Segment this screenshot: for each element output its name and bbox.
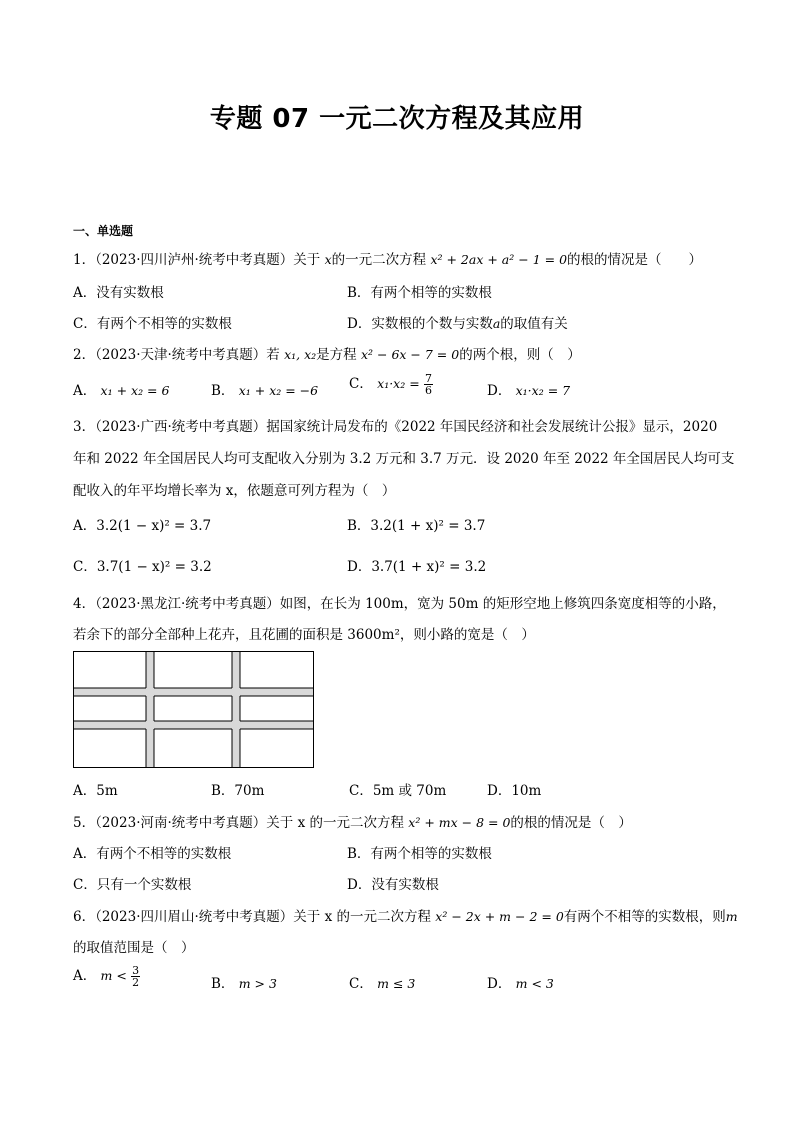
q6-option-b (211, 972, 277, 992)
q2-vars: x₁, x₂ (284, 347, 317, 362)
horizontal-path-1 (74, 688, 313, 696)
q5-text2: 的根的情况是（ ） (510, 815, 632, 831)
q6-option-c-expr: m ≤ 3 (377, 976, 416, 991)
q1-text2: 的根的情况是（ ） (567, 252, 703, 268)
q6-option-d-letter: D． (487, 976, 512, 992)
question-4-line-2: 若余下的部分全部种上花卉，且花圃的面积是 3600m²，则小路的宽是（ ） (73, 627, 535, 643)
q2-option-d-expr: x₁·x₂ = 7 (515, 383, 571, 398)
q5-option-a: A．有两个不相等的实数根 (73, 846, 232, 862)
q2-text1: 是方程 (316, 347, 357, 363)
q1-var: x (324, 252, 332, 267)
horizontal-path-2 (74, 721, 313, 729)
q2-number: 2． (73, 347, 96, 363)
q1-option-d (347, 312, 568, 332)
q2-option-a-letter: A． (73, 383, 97, 399)
vertical-path-1 (146, 652, 154, 767)
q6-a-numerator: 3 (132, 964, 140, 977)
q1-equation: x² + 2ax + a² − 1 = 0 (430, 252, 568, 267)
q2-option-c-fraction (424, 373, 433, 396)
q5-number: 5． (73, 815, 96, 831)
q6-source: （2023·四川眉山·统考中考真题）关于 x 的一元二次方程 (95, 909, 431, 925)
q5-option-d: D．没有实数根 (347, 877, 439, 893)
q1-option-d-text1: D．实数根的个数与实数 (347, 316, 493, 332)
q2-option-b-expr: x₁ + x₂ = −6 (238, 383, 319, 398)
q4-option-d: D．10m (487, 783, 542, 799)
q2-option-d-letter: D． (487, 383, 512, 399)
q6-var: m (725, 909, 738, 924)
question-3-line-2: 年和 2022 年全国居民人均可支配收入分别为 3.2 万元和 3.7 万元．设 2020 年至 2022 年全国居民人均可支 (73, 451, 735, 467)
q6-option-b-letter: B． (211, 976, 235, 992)
question-2-stem (73, 343, 581, 363)
q4-option-a: A．5m (73, 783, 118, 799)
q1-text1: 的一元二次方程 (331, 252, 427, 268)
q2-c-denominator: 6 (424, 384, 432, 397)
question-1-stem (73, 248, 702, 268)
q5-option-c: C．只有一个实数根 (73, 877, 192, 893)
q4-option-c: C．5m 或 70m (349, 783, 447, 799)
q1-source: （2023·四川泸州·统考中考真题）关于 (95, 252, 321, 268)
question-6-line-2: 的取值范围是（ ） (73, 940, 195, 956)
q2-option-d (487, 379, 570, 399)
q1-option-d-var: a (492, 316, 501, 331)
q6-number: 6． (73, 909, 96, 925)
question-6-stem (73, 905, 738, 925)
q6-a-denominator: 2 (132, 976, 140, 989)
q2-option-b-letter: B． (211, 383, 235, 399)
q2-text2: 的两个根，则（ ） (459, 347, 581, 363)
section-heading: 一、单选题 (73, 224, 134, 238)
question-5-stem (73, 811, 632, 831)
q2-c-numerator: 7 (424, 372, 432, 385)
q6-option-d-expr: m < 3 (515, 976, 554, 991)
question-4-line-1: 4．（2023·黑龙江·统考中考真题）如图，在长为 100m，宽为 50m 的矩形空地上修筑四条宽度相等的小路， (73, 596, 726, 612)
outer-rectangle (74, 652, 314, 768)
q6-option-a-expr: m < (100, 968, 127, 983)
q3-option-a: A．3.2(1 − x)² = 3.7 (73, 518, 212, 534)
q5-equation: x² + mx − 8 = 0 (408, 815, 511, 830)
q1-number: 1． (73, 252, 96, 268)
q2-equation: x² − 6x − 7 = 0 (360, 347, 460, 362)
vertical-path-2 (232, 652, 240, 767)
page-title: 专题 07 一元二次方程及其应用 (209, 104, 585, 134)
q5-source: （2023·河南·统考中考真题）关于 x 的一元二次方程 (95, 815, 404, 831)
q6-option-a-fraction (131, 965, 140, 988)
q2-option-c-expr: x₁·x₂ = (377, 376, 420, 391)
q6-option-b-expr: m > 3 (238, 976, 277, 991)
q6-option-c (349, 972, 415, 992)
q2-option-b (211, 379, 318, 399)
q6-option-d (487, 972, 554, 992)
q6-text2: 有两个不相等的实数根，则 (563, 909, 726, 925)
q2-option-c-letter: C． (349, 376, 373, 392)
q4-option-b: B．70m (211, 783, 265, 799)
q6-equation: x² − 2x + m − 2 = 0 (435, 909, 564, 924)
q3-option-d: D．3.7(1 + x)² = 3.2 (347, 559, 487, 575)
q1-option-c: C．有两个不相等的实数根 (73, 316, 232, 332)
q6-option-a (73, 964, 140, 988)
q1-option-d-text2: 的取值有关 (500, 316, 568, 332)
q2-option-c (349, 372, 433, 396)
q5-option-b: B．有两个相等的实数根 (347, 846, 492, 862)
q2-option-a-expr: x₁ + x₂ = 6 (100, 383, 170, 398)
q3-option-c: C．3.7(1 − x)² = 3.2 (73, 559, 212, 575)
q6-option-c-letter: C． (349, 976, 373, 992)
q6-option-a-letter: A． (73, 968, 97, 984)
question-3-line-3: 配收入的年平均增长率为 x，依题意可列方程为（ ） (73, 483, 396, 499)
q3-option-b: B．3.2(1 + x)² = 3.7 (347, 518, 486, 534)
question-3-line-1: 3．（2023·广西·统考中考真题）据国家统计局发布的《2022 年国民经济和社会发展统计公报》显示，2020 (73, 419, 718, 435)
q2-source: （2023·天津·统考中考真题）若 (95, 347, 280, 363)
q1-option-a: A．没有实数根 (73, 285, 164, 301)
q1-option-b: B．有两个相等的实数根 (347, 285, 492, 301)
q2-option-a (73, 379, 169, 399)
rectangle-paths-figure (73, 651, 315, 769)
